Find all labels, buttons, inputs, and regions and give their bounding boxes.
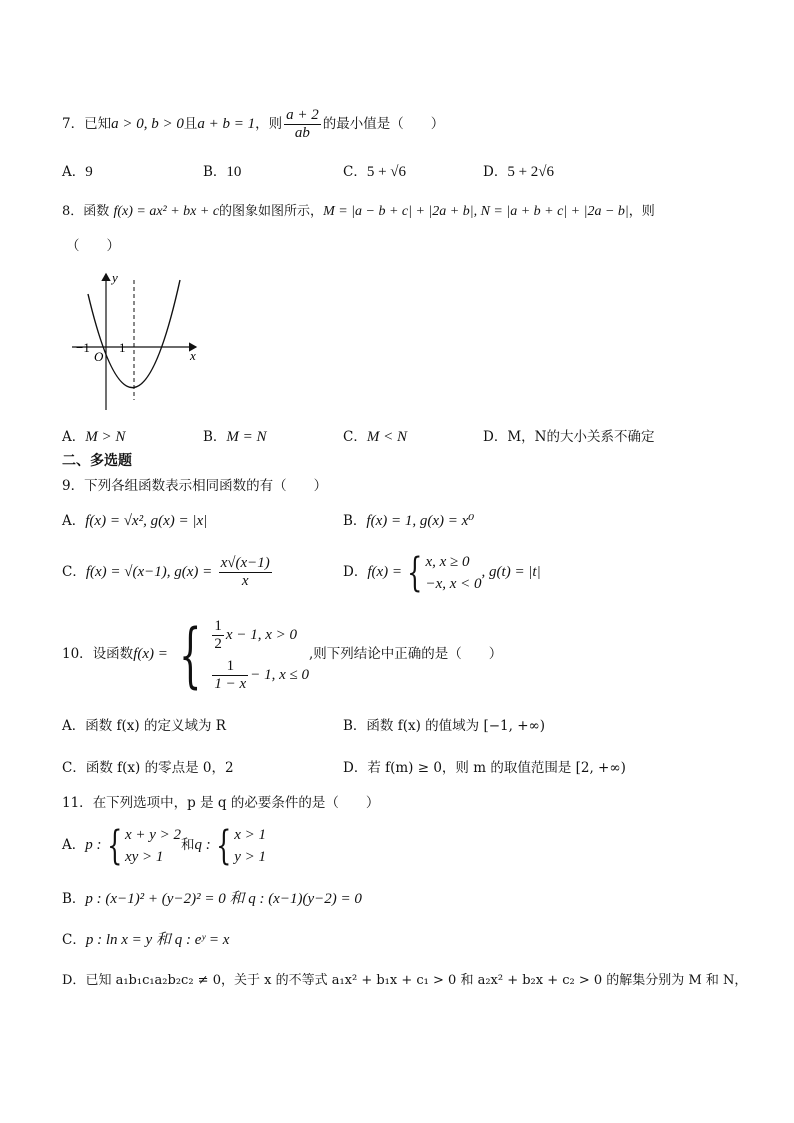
q10-cases [210, 615, 309, 695]
option-label: A． [62, 164, 86, 180]
option-label: A． [62, 718, 86, 734]
option-text: M，N的大小关系不确定 [507, 429, 655, 445]
q10-option-c [62, 758, 234, 778]
case-line [210, 615, 309, 655]
case-line: x > 1 [234, 826, 266, 843]
q7-option-c [343, 162, 406, 182]
q7-sum: a + b = 1 [197, 116, 256, 132]
origin-label: O [94, 349, 104, 364]
q9-stem [62, 476, 327, 496]
q9-option-d [343, 548, 541, 596]
x-axis-label: x [190, 348, 196, 363]
option-text: f(x) = [367, 564, 403, 580]
left-brace: { [179, 613, 202, 696]
q8-text-a: 函数 [83, 204, 110, 219]
fraction-denominator: 1 − x [214, 675, 247, 692]
fraction-denominator: 2 [214, 635, 222, 652]
q10-number: 10． [62, 646, 93, 662]
option-label: C． [343, 429, 367, 445]
q7-option-a [62, 162, 93, 182]
option-label: D． [343, 564, 368, 580]
q9-number: 9． [62, 478, 85, 494]
q8-function: f(x) = ax² + bx + c [113, 204, 220, 219]
q8-parabola-graph [68, 266, 208, 416]
option-text: p : ln x = y 和 q : eʸ = x [85, 932, 230, 948]
q-label: q : [194, 837, 211, 853]
option-text: 函数 f(x) 的值域为 [−1, +∞) [366, 718, 546, 734]
tick-neg-one: −1 [76, 340, 90, 355]
q11-option-a [62, 822, 266, 868]
q7-fraction [284, 107, 321, 142]
left-brace: { [407, 549, 423, 596]
left-brace: { [215, 822, 232, 869]
option-label: A． [62, 837, 86, 853]
q11-option-c [62, 930, 229, 950]
q9-stem-text: 下列各组函数表示相同函数的有（ ） [84, 478, 328, 494]
q9-d-cases [425, 551, 481, 595]
q8-stem-line1 [62, 202, 655, 222]
option-text: f(x) = √x², g(x) = |x| [85, 513, 208, 529]
option-text: M = N [226, 429, 267, 445]
q8-number: 8． [62, 204, 84, 219]
option-text: 函数 f(x) 的定义域为 R [85, 718, 226, 734]
option-label: A． [62, 429, 86, 445]
q11-stem [62, 793, 379, 813]
q8-blank: （ ） [66, 238, 120, 254]
q8-option-b [203, 427, 267, 447]
option-label: B． [203, 429, 227, 445]
option-label: D． [483, 429, 508, 445]
q10-option-b [343, 716, 545, 736]
option-text: 9 [85, 164, 93, 180]
q-cases [234, 824, 266, 868]
option-label: C． [343, 164, 367, 180]
fraction-numerator: 1 [214, 617, 222, 634]
q7-tail: 的最小值是（ ） [322, 116, 445, 132]
q9-option-b [343, 511, 474, 531]
fraction-numerator: x√(x−1) [220, 555, 270, 571]
q10-tail: ,则下列结论中正确的是（ ） [308, 646, 503, 662]
case-line [210, 655, 309, 695]
option-label: D． [343, 760, 368, 776]
q7-frac-num: a + 2 [286, 107, 319, 123]
case-line: x, x ≥ 0 [425, 553, 470, 570]
option-text: 已知 a₁b₁c₁a₂b₂c₂ ≠ 0，关于 x 的不等式 a₁x² + b₁x + c₁ > 0 和 a₂x² + b₂x + c₂ > 0 的解集分别为 M 和 N， [85, 973, 748, 988]
q7-text-a: 已知 [84, 116, 112, 132]
q9-option-c [62, 550, 274, 594]
case1-fraction [212, 618, 224, 653]
option-label: C． [62, 760, 86, 776]
q10-option-d [343, 758, 626, 778]
option-text: 10 [226, 164, 242, 180]
q8-option-d [483, 427, 654, 447]
q11-option-d [62, 971, 747, 991]
q11-number: 11． [62, 795, 93, 811]
case1-rest: x − 1, x > 0 [225, 626, 297, 643]
q9-option-a [62, 511, 207, 531]
fraction-numerator: 1 [212, 658, 248, 676]
q7-and: 且 [183, 116, 198, 132]
q8-option-c [343, 427, 407, 447]
case-line: xy > 1 [124, 848, 164, 865]
option-text: 5 + √6 [366, 164, 407, 180]
q10-option-a [62, 716, 226, 736]
case2-fraction [212, 658, 248, 693]
q10-function-name: f(x) = [133, 646, 168, 662]
option-label: B． [203, 164, 227, 180]
option-label: A． [62, 513, 86, 529]
q7-stem [62, 107, 444, 142]
option-label: D． [483, 164, 508, 180]
q8-option-a [62, 427, 125, 447]
and-text: 和 [181, 837, 195, 853]
case-line: x + y > 2 [124, 826, 182, 843]
q8-stem-line2 [66, 236, 120, 256]
case-line: y > 1 [234, 848, 266, 865]
q8-text-b: 的图象如图所示， [219, 204, 324, 219]
case2-rest: − 1, x ≤ 0 [250, 666, 309, 683]
q9-c-fraction [219, 555, 272, 590]
q11-stem-text: 在下列选项中，p 是 q 的必要条件的是（ ） [92, 795, 380, 811]
option-label: B． [343, 513, 367, 529]
option-label: B． [62, 891, 86, 907]
q8-text-c: ，则 [628, 204, 655, 219]
q7-frac-den: ab [294, 125, 310, 141]
option-text: 若 f(m) ≥ 0，则 m 的取值范围是 [2, +∞) [367, 760, 626, 776]
q10-text-a: 设函数 [92, 646, 134, 662]
option-label: C． [62, 564, 86, 580]
q7-number: 7． [62, 116, 85, 132]
left-brace: { [106, 822, 122, 869]
q7-then: ，则 [255, 116, 283, 132]
q7-option-b [203, 162, 241, 182]
q8-m-n-definition: M = |a − b + c| + |2a + b|, N = |a + b + c| + |2a − b| [323, 204, 629, 219]
y-axis-label: y [112, 270, 118, 285]
option-text: p : (x−1)² + (y−2)² = 0 和 q : (x−1)(y−2) = 0 [85, 891, 362, 907]
option-text-g: , g(t) = |t| [481, 564, 541, 580]
option-label: C． [62, 932, 86, 948]
option-text: M < N [366, 429, 407, 445]
q10-stem [62, 614, 502, 695]
q7-option-d [483, 162, 554, 182]
q7-condition: a > 0, b > 0 [111, 116, 184, 132]
p-cases [125, 824, 181, 868]
option-text: 函数 f(x) 的零点是 0，2 [85, 760, 234, 776]
option-label: B． [343, 718, 367, 734]
case-line: −x, x < 0 [425, 575, 482, 592]
option-text: 5 + 2√6 [507, 164, 555, 180]
section-title-multiple-choice: 二、多选题 [62, 453, 132, 469]
q11-option-b [62, 889, 362, 909]
fraction-denominator: x [241, 573, 249, 589]
option-label: D． [62, 973, 86, 988]
option-text: f(x) = 1, g(x) = x⁰ [366, 513, 475, 529]
tick-one: 1 [119, 340, 126, 355]
p-label: p : [85, 837, 102, 853]
option-text: M > N [85, 429, 126, 445]
option-text: f(x) = √(x−1), g(x) = [85, 564, 213, 580]
